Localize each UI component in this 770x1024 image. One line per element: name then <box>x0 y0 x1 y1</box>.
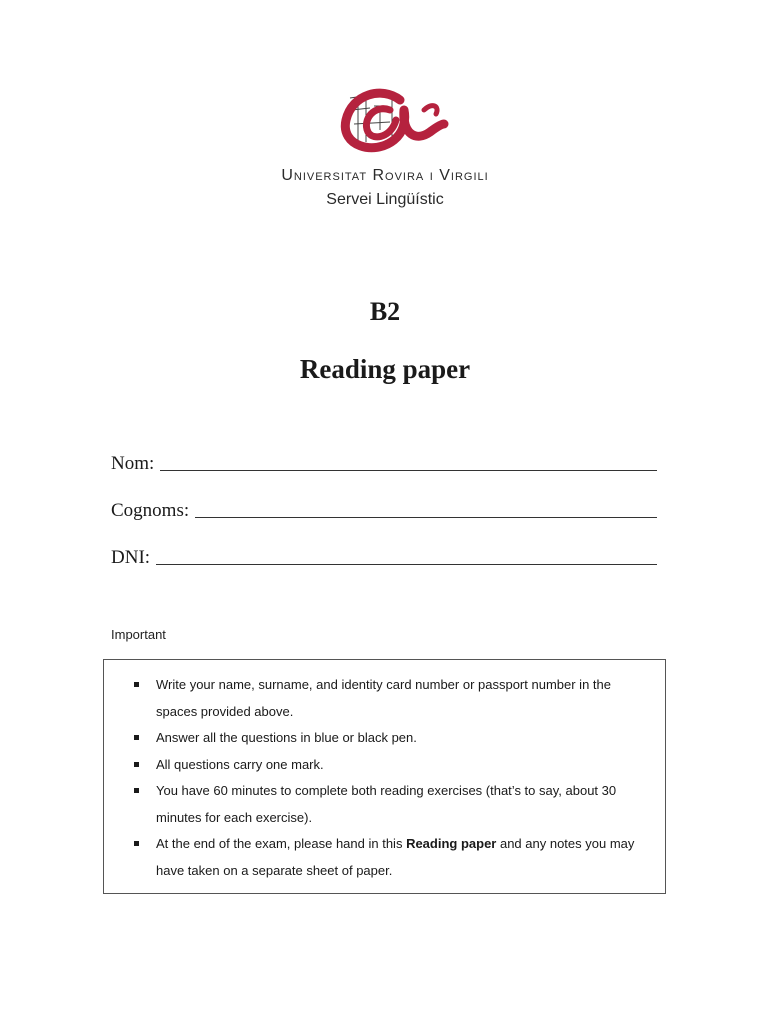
instruction-text: All questions carry one mark. <box>156 756 324 772</box>
instructions-list <box>104 660 665 884</box>
name-line[interactable] <box>160 469 657 471</box>
instructions-box <box>103 659 666 894</box>
instruction-text: You have 60 minutes to complete both reading exercises (that’s to say, about 30 minutes for each exercise). <box>156 783 617 825</box>
dni-line[interactable] <box>156 563 657 565</box>
instruction-item <box>104 752 665 779</box>
paper-title: Reading paper <box>299 354 471 384</box>
instruction-item <box>104 672 665 725</box>
service-name: Servei Lingüístic <box>326 191 444 208</box>
instruction-text-post: and any notes you may have taken on a separate sheet of paper. <box>156 836 635 878</box>
bullet-icon <box>134 841 139 846</box>
university-logo-icon <box>330 80 450 160</box>
surname-line[interactable] <box>195 516 657 518</box>
instruction-text: Write your name, surname, and identity card number or passport number in the spaces provided above. <box>156 677 611 719</box>
bullet-icon <box>134 735 139 740</box>
instruction-item <box>104 778 665 831</box>
instruction-item <box>104 831 665 884</box>
instruction-text: Answer all the questions in blue or black pen. <box>156 730 417 745</box>
important-heading: Important <box>111 627 166 642</box>
dni-label: DNI: <box>111 547 151 568</box>
university-name: Universitat Rovira i Virgili <box>281 167 489 184</box>
exam-level: B2 <box>369 297 401 326</box>
surname-field[interactable] <box>111 500 657 522</box>
dni-field[interactable] <box>111 547 657 569</box>
surname-label: Cognoms: <box>111 500 190 521</box>
reading-paper-emphasis: Reading paper <box>406 836 497 851</box>
instruction-text-pre: At the end of the exam, please hand in this <box>156 836 407 851</box>
bullet-icon <box>134 682 139 687</box>
instruction-item <box>104 725 665 752</box>
bullet-icon <box>134 788 139 793</box>
name-field[interactable] <box>111 453 657 475</box>
name-label: Nom: <box>111 453 155 474</box>
bullet-icon <box>134 762 139 767</box>
